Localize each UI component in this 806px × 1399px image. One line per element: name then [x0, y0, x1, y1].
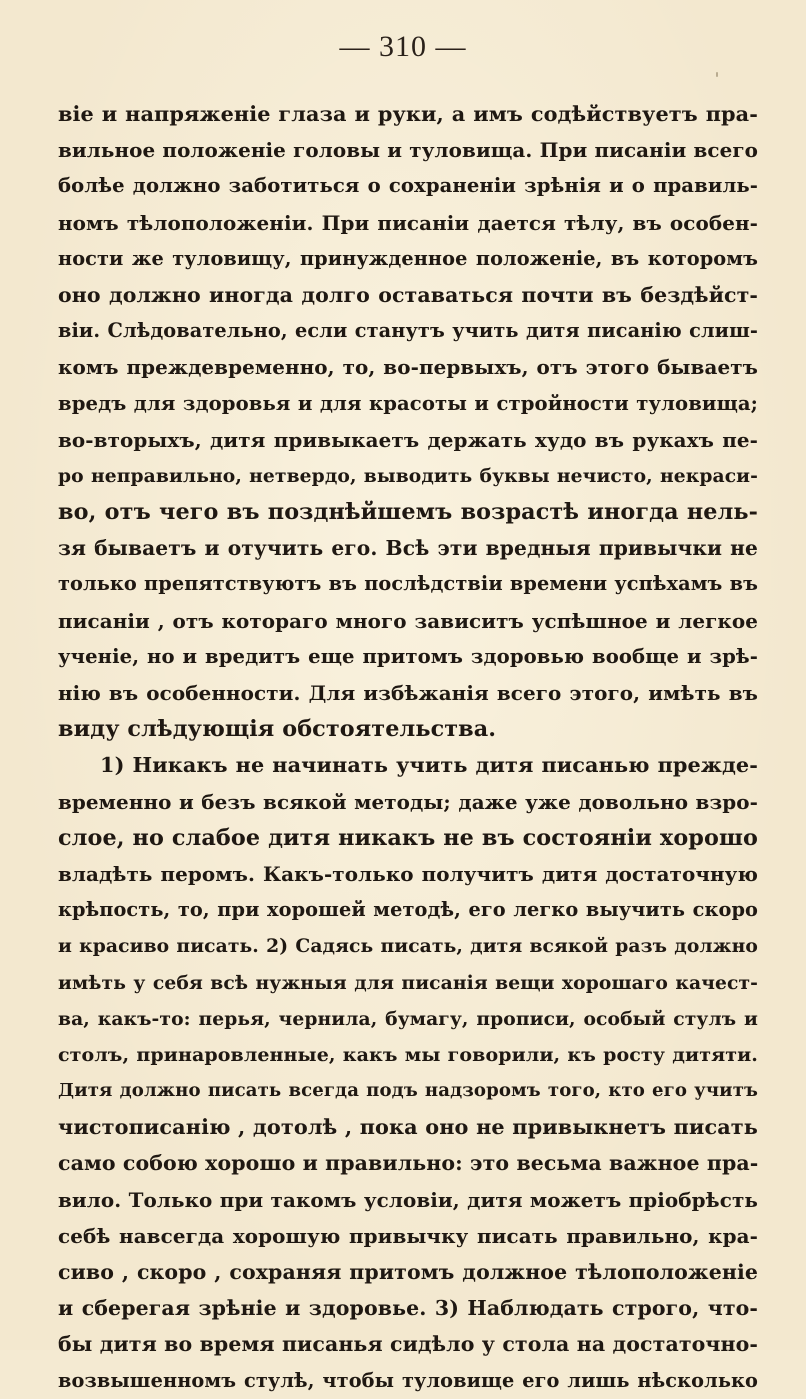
- text-line: комъ преждевременно, то, во-первыхъ, отъ этого бываетъ: [58, 355, 758, 380]
- text-line: ва, какъ-то: перья, чернила, бумагу, прописи, особый стулъ и: [58, 1007, 758, 1030]
- text-line: вило. Только при такомъ условіи, дитя можетъ пріобрѣсть: [58, 1187, 758, 1212]
- text-line: писаніи , отъ котораго много зависитъ успѣшное и легкое: [58, 608, 758, 633]
- text-line: сиво , скоро , сохраняя притомъ должное тѣлоположеніе: [58, 1260, 758, 1284]
- text-line: Дитя должно писать всегда подъ надзоромъ того, кто его учитъ: [58, 1080, 758, 1102]
- text-line: владѣть перомъ. Какъ-только получитъ дитя достаточную: [58, 861, 758, 886]
- text-line: болѣе должно заботиться о сохраненіи зрѣнія и о правиль-: [58, 174, 758, 198]
- text-line: только препятствуютъ въ послѣдствіи времени успѣхамъ въ: [58, 572, 758, 596]
- text-line: во, отъ чего въ позднѣйшемъ возрастѣ иногда нель-: [58, 499, 758, 526]
- body-text: [58, 96, 758, 1399]
- text-line: крѣпость, то, при хорошей методѣ, его легко выучить скоро: [58, 898, 758, 922]
- text-line: вильное положеніе головы и туловища. При писаніи всего: [58, 138, 758, 163]
- text-line: и сберегая зрѣніе и здоровье. 3) Наблюдать строго, что-: [58, 1296, 758, 1321]
- text-line: 1) Никакъ не начинать учить дитя писанью прежде-: [100, 752, 758, 778]
- text-line: віи. Слѣдовательно, если станутъ учить дитя писанію слиш-: [58, 319, 758, 343]
- text-line: во-вторыхъ, дитя привыкаетъ держать худо въ рукахъ пе-: [58, 427, 758, 452]
- text-line: ученіе, но и вредитъ еще притомъ здоровью вообще и зрѣ-: [58, 644, 758, 668]
- text-line: зя бываетъ и отучить его. Всѣ эти вредныя привычки не: [58, 536, 758, 561]
- text-line: возвышенномъ стулѣ, чтобы туловище его лишь нѣсколько: [58, 1368, 758, 1392]
- text-line: столъ, принаровленные, какъ мы говорили, къ росту дитяти.: [58, 1043, 758, 1066]
- text-line: себѣ навсегда хорошую привычку писать правильно, кра-: [58, 1223, 758, 1248]
- text-line: слое, но слабое дитя никакъ не въ состояніи хорошо: [58, 824, 758, 851]
- text-line: вредъ для здоровья и для красоты и стройности туловища;: [58, 391, 758, 415]
- text-line: временно и безъ всякой методы; даже уже довольно взро-: [58, 789, 758, 814]
- text-line: и красиво писать. 2) Садясь писать, дитя всякой разъ должно: [58, 935, 758, 958]
- text-line: нію въ особенности. Для избѣжанія всего этого, имѣть въ: [58, 681, 758, 705]
- paper-speck: [716, 72, 718, 77]
- text-line: само собою хорошо и правильно: это весьма важное пра-: [58, 1151, 759, 1176]
- text-line: ности же туловищу, принужденное положеніе, въ которомъ: [58, 246, 758, 270]
- text-line: имѣть у себя всѣ нужныя для писанія вещи хорошаго качест-: [58, 971, 758, 994]
- page-number: — 310 —: [339, 30, 467, 63]
- text-line: чистописанію , дотолѣ , пока оно не привыкнетъ писать: [58, 1114, 758, 1140]
- text-line: бы дитя во время писанья сидѣло у стола на достаточно-: [58, 1332, 758, 1357]
- text-line: ро неправильно, нетвердо, выводить буквы нечисто, некраси-: [58, 464, 758, 487]
- text-line: номъ тѣлоположеніи. При писаніи дается тѣлу, въ особен-: [58, 210, 758, 235]
- text-line: віе и напряженіе глаза и руки, а имъ содѣйствуетъ пра-: [58, 101, 758, 126]
- text-line: оно должно иногда долго оставаться почти въ бездѣйст-: [58, 282, 758, 307]
- text-line: виду слѣдующія обстоятельства.: [58, 716, 497, 743]
